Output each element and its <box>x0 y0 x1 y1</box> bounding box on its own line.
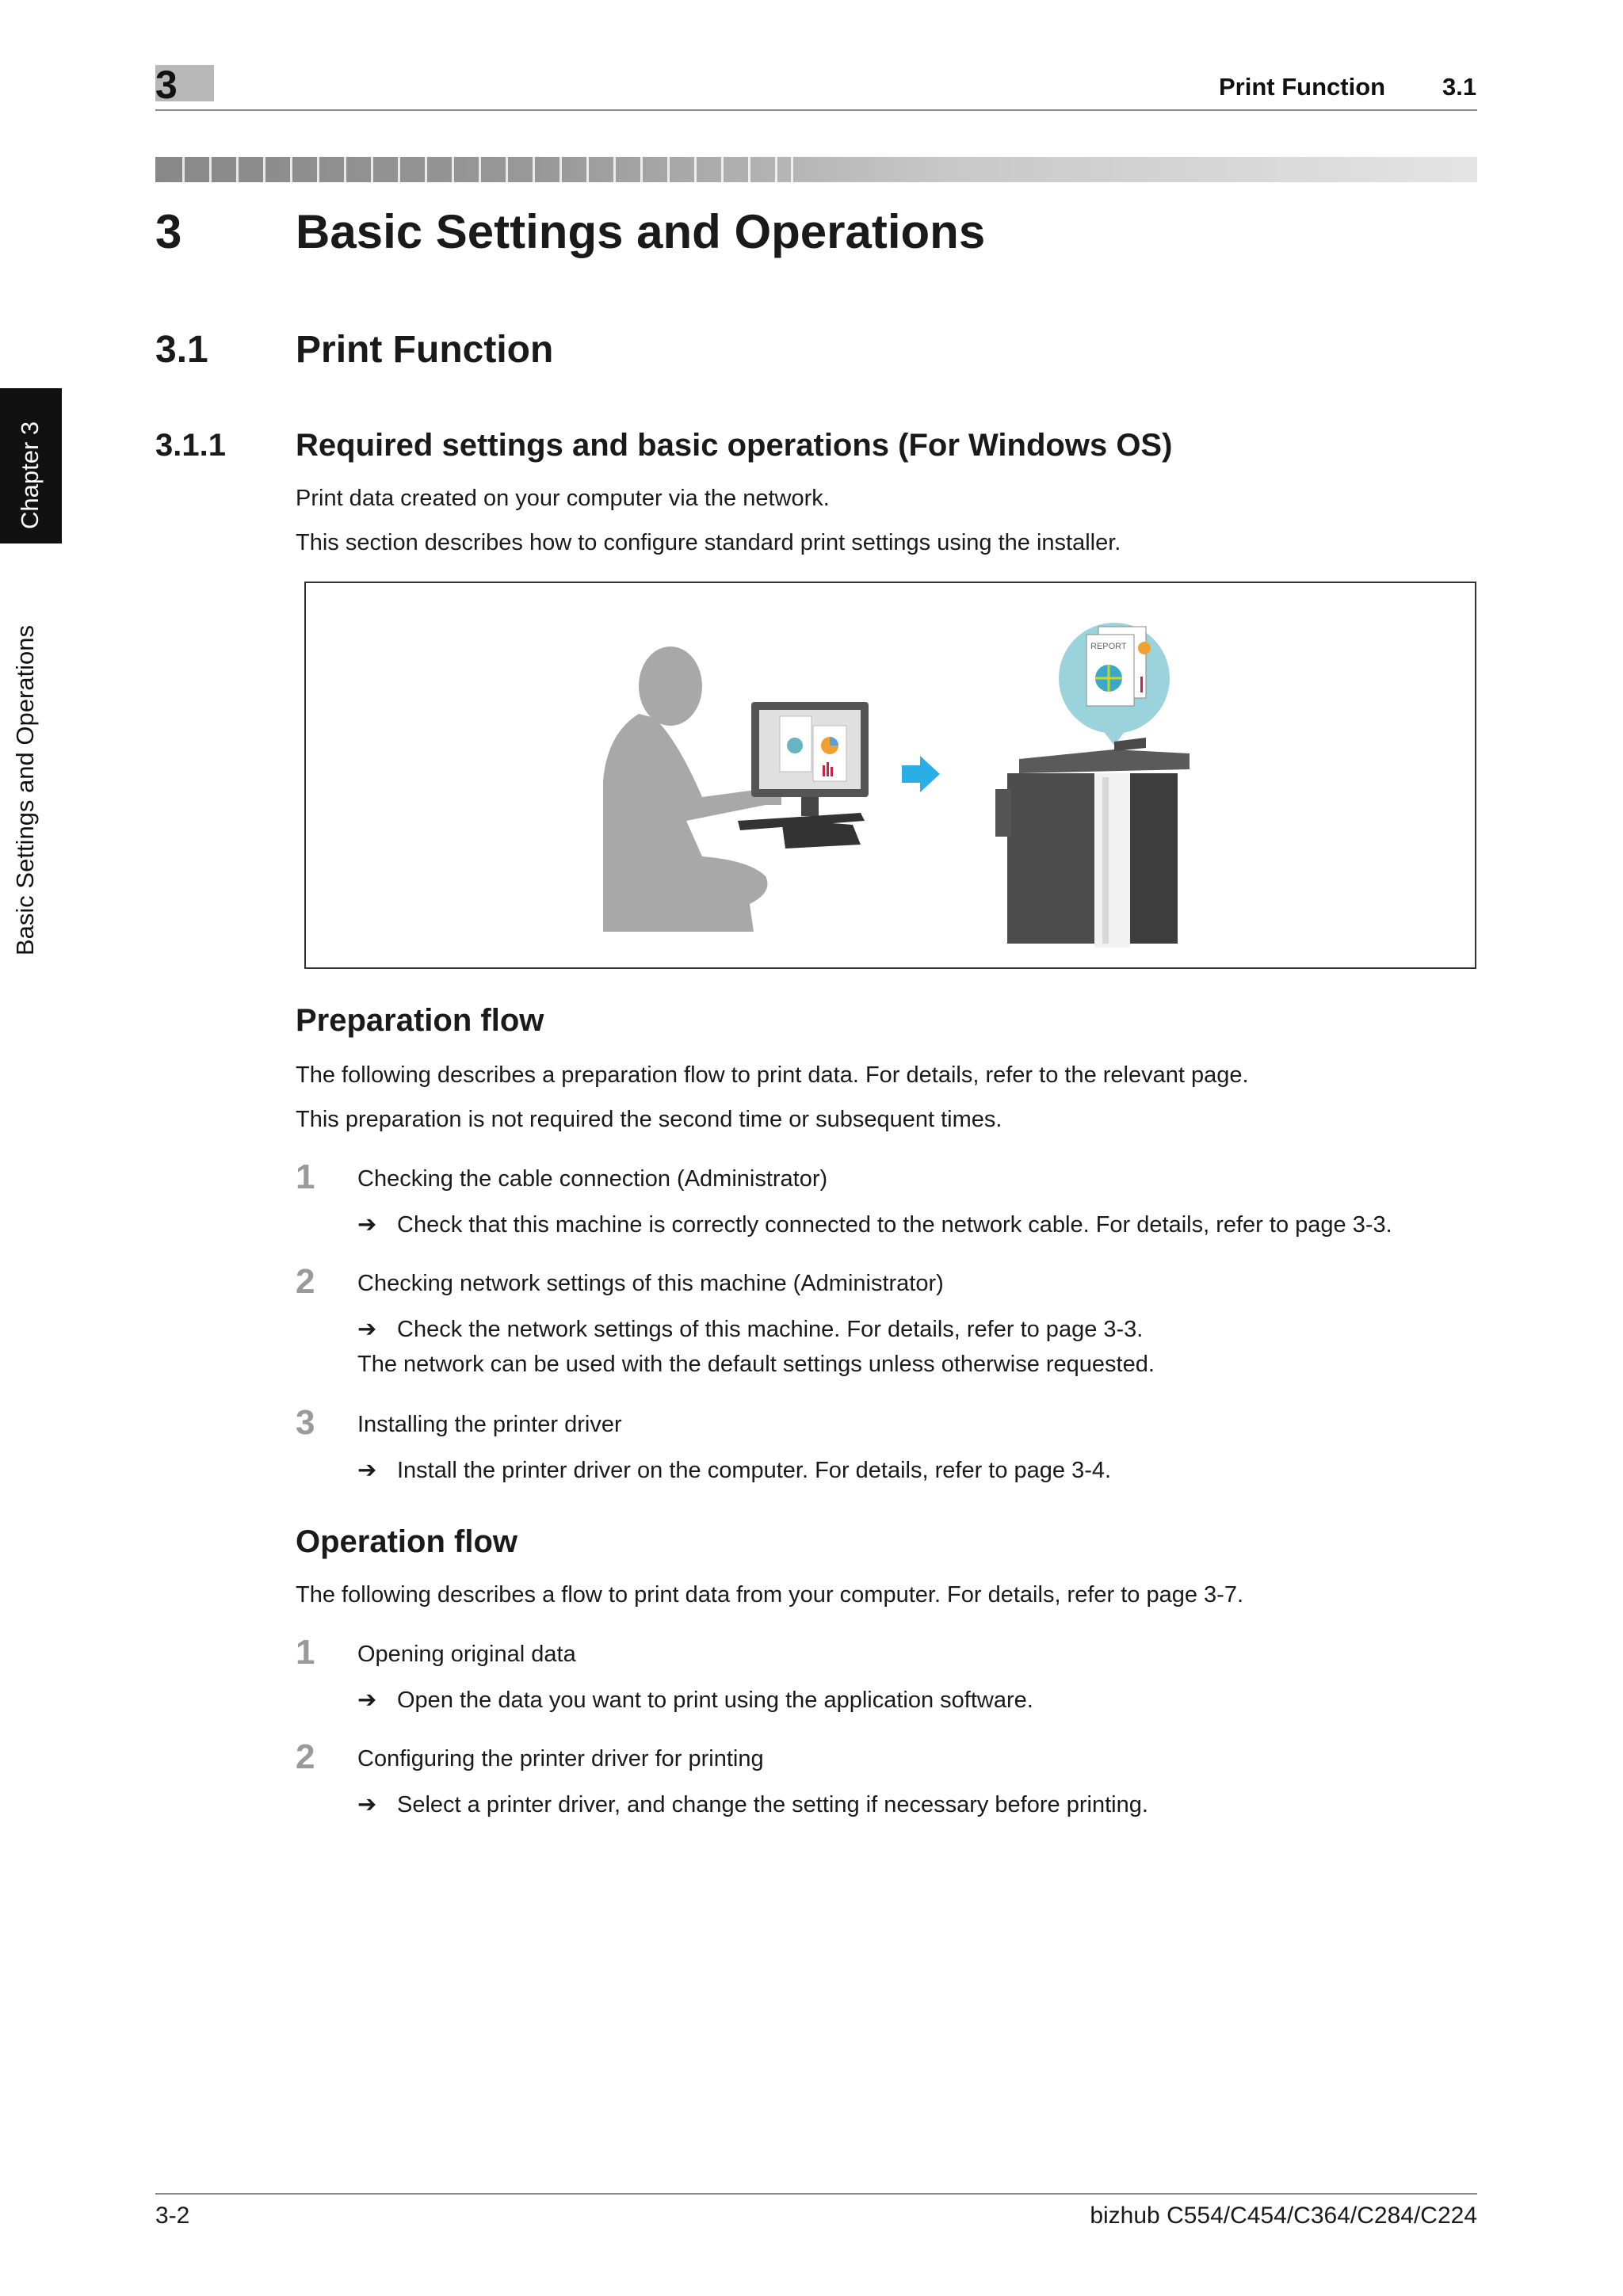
intro-line-2: This section describes how to configure standard print settings using the installer. <box>296 530 1121 555</box>
chapter-title: Basic Settings and Operations <box>296 205 986 258</box>
subsection-title: Required settings and basic operations (For Windows OS) <box>296 428 1173 463</box>
preparation-line-1: The following describes a preparation flow to print data. For details, refer to the relevant page. <box>296 1062 1249 1088</box>
header-chapter-number: 3 <box>155 63 178 107</box>
report-output-icon <box>1059 623 1170 746</box>
step-instruction <box>357 1211 1392 1238</box>
step-title: Checking the cable connection (Administrator) <box>357 1166 828 1192</box>
side-tab-chapter-label: Chapter 3 <box>16 421 44 529</box>
step-instruction <box>357 1456 1111 1484</box>
step-number: 1 <box>296 1158 315 1196</box>
print-illustration <box>304 582 1476 969</box>
footer-page-number: 3-2 <box>155 2203 190 2229</box>
chapter-number: 3 <box>155 205 182 258</box>
step-number: 1 <box>296 1633 315 1672</box>
header-section-title: Print Function <box>1219 73 1386 101</box>
step-instruction-text: Check the network settings of this machine. For details, refer to page 3-3. <box>397 1317 1144 1342</box>
step-title: Opening original data <box>357 1642 576 1667</box>
operation-line: The following describes a flow to print data from your computer. For details, refer to page 3-7. <box>296 1582 1244 1608</box>
footer-rule <box>155 2193 1477 2195</box>
step-number: 2 <box>296 1262 315 1301</box>
step-note: The network can be used with the default settings unless otherwise requested. <box>357 1352 1155 1377</box>
printer-icon <box>995 738 1190 948</box>
step-instruction <box>357 1791 1148 1818</box>
operation-heading: Operation flow <box>296 1524 517 1559</box>
preparation-heading: Preparation flow <box>296 1003 544 1038</box>
side-tab-chapter-title: Basic Settings and Operations <box>11 624 39 955</box>
decorative-bar <box>155 157 1477 182</box>
step-instruction-text: Install the printer driver on the computer. For details, refer to page 3-4. <box>397 1458 1112 1483</box>
step-number: 3 <box>296 1403 315 1442</box>
step-instruction <box>357 1315 1143 1343</box>
step-instruction-text: Open the data you want to print using the application software. <box>397 1688 1033 1713</box>
step-title: Installing the printer driver <box>357 1412 622 1437</box>
arrow-icon <box>902 756 940 792</box>
footer-model: bizhub C554/C454/C364/C284/C224 <box>1090 2203 1477 2229</box>
step-instruction-text: Check that this machine is correctly connected to the network cable. For details, refer to page 3-3. <box>397 1212 1392 1238</box>
arrow-right-icon: ➔ <box>357 1792 377 1817</box>
arrow-right-icon: ➔ <box>357 1317 377 1342</box>
arrow-right-icon: ➔ <box>357 1688 377 1713</box>
preparation-line-2: This preparation is not required the second time or subsequent times. <box>296 1107 1002 1132</box>
step-title: Configuring the printer driver for printing <box>357 1746 764 1772</box>
step-instruction-text: Select a printer driver, and change the setting if necessary before printing. <box>397 1792 1148 1817</box>
header-rule <box>155 109 1477 111</box>
header-section-number: 3.1 <box>1442 73 1477 101</box>
monitor-icon <box>738 702 869 849</box>
arrow-right-icon: ➔ <box>357 1458 377 1483</box>
step-instruction <box>357 1686 1033 1714</box>
arrow-right-icon: ➔ <box>357 1212 377 1238</box>
illustration-svg <box>306 583 1475 967</box>
step-title: Checking network settings of this machine (Administrator) <box>357 1271 944 1296</box>
subsection-number: 3.1.1 <box>155 428 226 463</box>
step-number: 2 <box>296 1737 315 1776</box>
section-title: Print Function <box>296 329 554 371</box>
intro-line-1: Print data created on your computer via the network. <box>296 486 830 511</box>
section-number: 3.1 <box>155 329 208 371</box>
report-label: REPORT <box>1090 642 1127 651</box>
